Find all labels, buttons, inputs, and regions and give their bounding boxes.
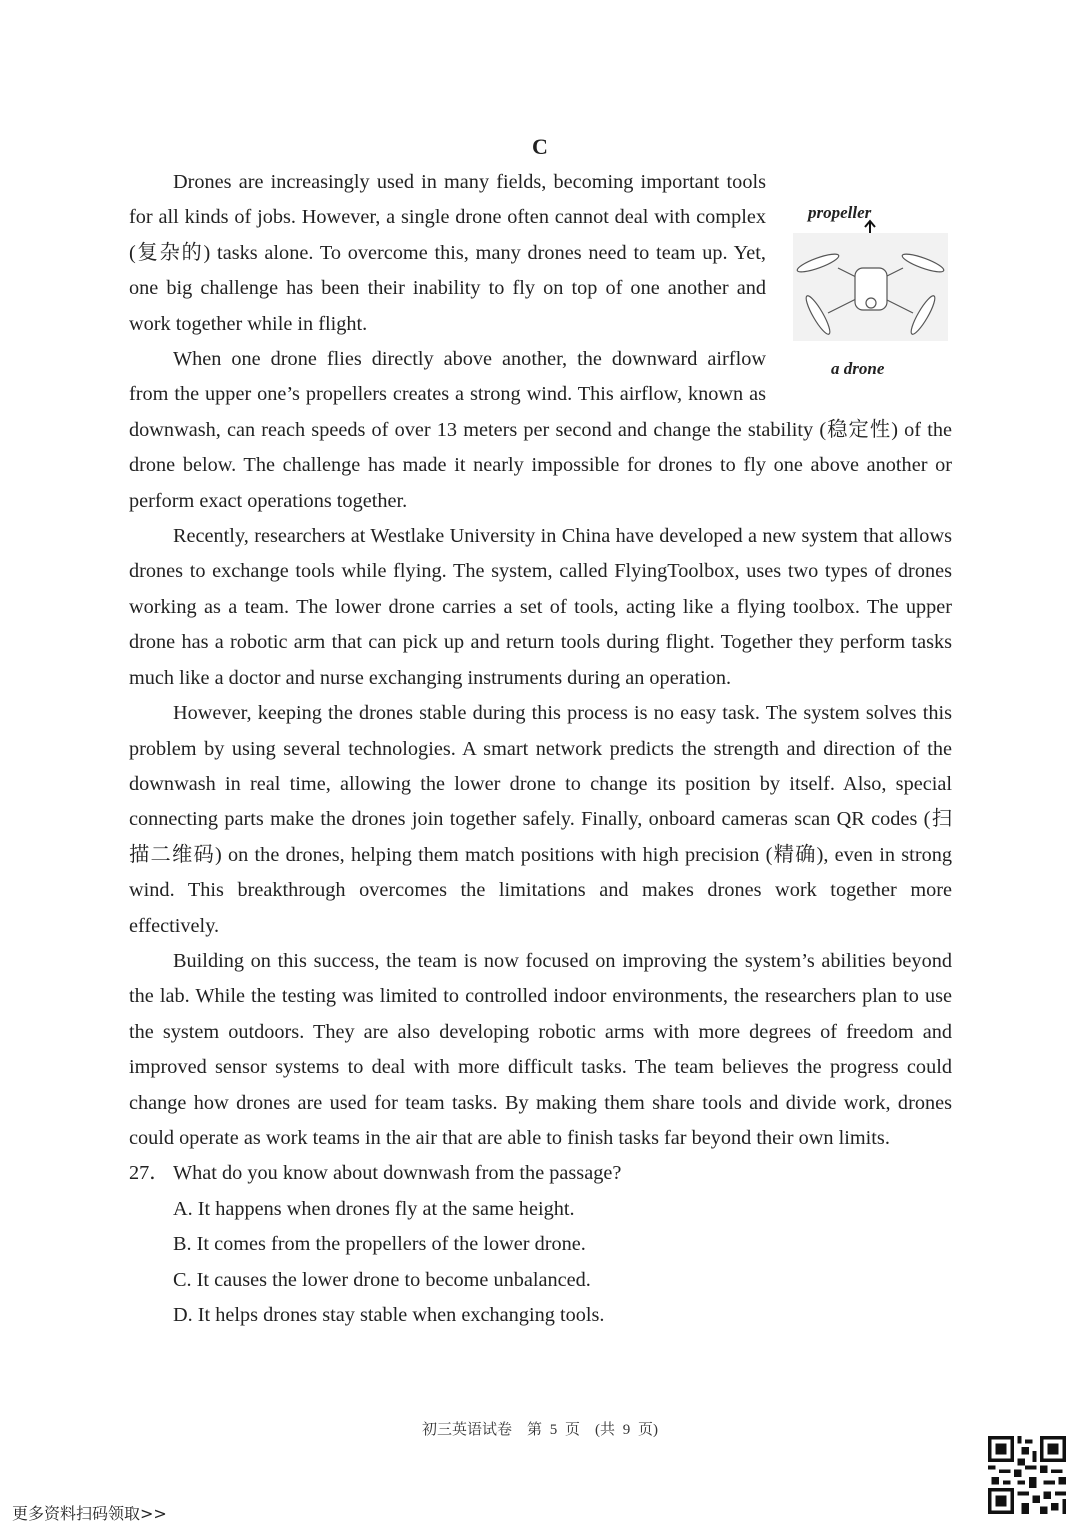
figure-label-drone: a drone	[831, 359, 885, 378]
drone-image	[793, 233, 948, 341]
question-stem: What do you know about downwash from the passage?	[173, 1162, 622, 1185]
option-c: C. It causes the lower drone to become unbalanced.	[173, 1268, 591, 1291]
qr-code-icon	[988, 1436, 1066, 1514]
section-title: C	[532, 134, 548, 159]
paragraph: Recently, researchers at Westlake University in China have developed a new system that allows drones to exchange tools while flying. The system, called FlyingToolbox, uses two types of drones working as a team. The lower drone carries a set of tools, acting like a flying toolbox. The upper drone has a robotic arm that can pick up and return tools during flight. Together they perform tasks much like a doctor and nurse exchanging instruments during an operation.	[129, 525, 952, 689]
question-number: 27．	[129, 1162, 170, 1185]
drone-figure	[776, 165, 952, 410]
promo-text: 更多资料扫码领取>>	[12, 1504, 167, 1523]
question-27	[129, 1156, 952, 1333]
paragraph: Drones are increasingly used in many fields, becoming important tools for all kinds of jobs. However, a single drone often cannot deal with complex (复杂的) tasks alone. To overcome this, many drones need to team up. Yet, one big challenge has been their inability to fly on top of one another and work together while in flight.	[129, 171, 766, 335]
paragraph: When one drone flies directly above another, the downward airflow from the upper one’s propellers creates a strong wind. This airflow, known as downwash, can reach speeds of over 13 meters per second and change the stability (稳定性) of the drone below. The challenge has made it nearly impossible for drones to fly one above another or perform exact operations together.	[129, 348, 952, 512]
page-footer: 初三英语试卷 第 5 页 (共 9 页)	[422, 1422, 658, 1438]
paragraph: Building on this success, the team is now focused on improving the system’s abilities beyond the lab. While the testing was limited to controlled indoor environments, the researchers plan to use the system outdoors. They are also developing robotic arms with more degrees of freedom and improved sensor systems to deal with more difficult tasks. The team believes the progress could change how drones are used for team tasks. By making them share tools and divide work, drones could operate as work teams in the air that are able to finish tasks far beyond their own limits.	[129, 949, 952, 1149]
option-d: D. It helps drones stay stable when exchanging tools.	[173, 1304, 605, 1326]
figure-label-propeller: propeller	[808, 203, 872, 222]
paragraph: However, keeping the drones stable during this process is no easy task. The system solves this problem by using several technologies. A smart network predicts the strength and direction of the downwash in real time, allowing the lower drone to change its position by itself. Also, special connecting parts make the drones join together safely. Finally, onboard cameras scan QR codes (扫描二维码) on the drones, helping them match positions with high precision (精确), even in strong wind. This breakthrough overcomes the limitations and makes drones work together more effectively.	[129, 702, 952, 937]
option-b: B. It comes from the propellers of the lower drone.	[173, 1233, 586, 1256]
option-a: A. It happens when drones fly at the same height.	[173, 1197, 575, 1220]
passage	[129, 165, 952, 1333]
